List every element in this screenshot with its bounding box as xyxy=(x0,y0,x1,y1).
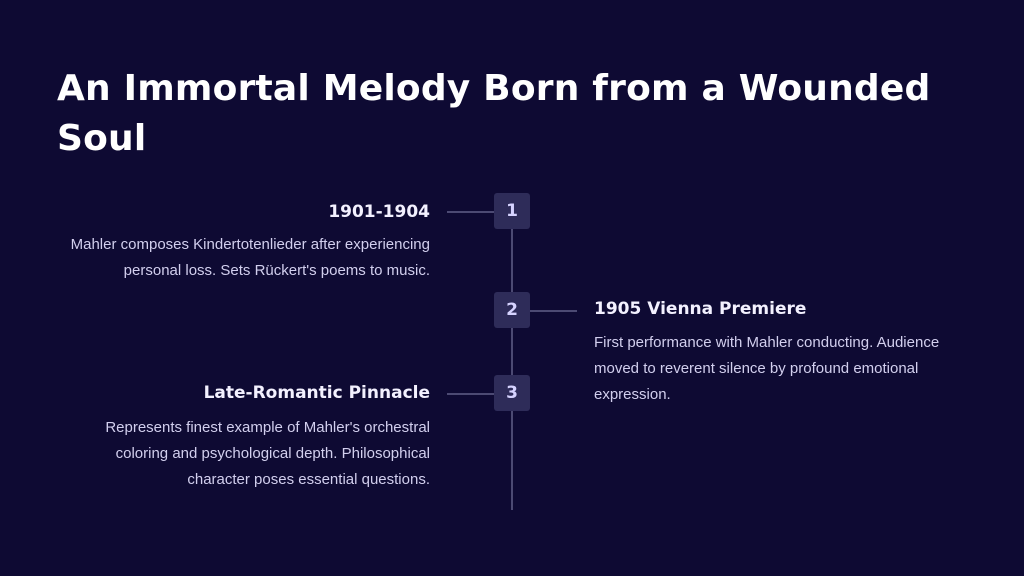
event-description-1: Mahler composes Kindertotenlieder after experiencing personal loss. Sets Rückert's poems to music. xyxy=(70,236,430,279)
event-description-2: First performance with Mahler conducting. Audience moved to reverent silence by profound emotional expression. xyxy=(594,334,940,403)
timeline-connector-2 xyxy=(530,310,577,312)
slide-title: An Immortal Melody Born from a Wounded Soul xyxy=(57,68,931,159)
timeline-connector-3 xyxy=(447,393,494,395)
event-title-2: 1905 Vienna Premiere xyxy=(594,299,807,319)
event-description-3: Represents finest example of Mahler's orchestral coloring and psychological depth. Philosophical character poses essential questions. xyxy=(105,419,430,488)
timeline-marker-number: 1 xyxy=(506,201,518,221)
timeline-marker-2 xyxy=(494,292,530,328)
timeline-marker-number: 2 xyxy=(506,300,518,320)
timeline-marker-number: 3 xyxy=(506,383,518,403)
timeline-connector-1 xyxy=(447,211,494,213)
timeline-axis xyxy=(511,210,513,510)
timeline-marker-3 xyxy=(494,375,530,411)
timeline-marker-1 xyxy=(494,193,530,229)
event-title-3: Late-Romantic Pinnacle xyxy=(203,383,430,403)
event-title-1: 1901-1904 xyxy=(328,202,430,222)
